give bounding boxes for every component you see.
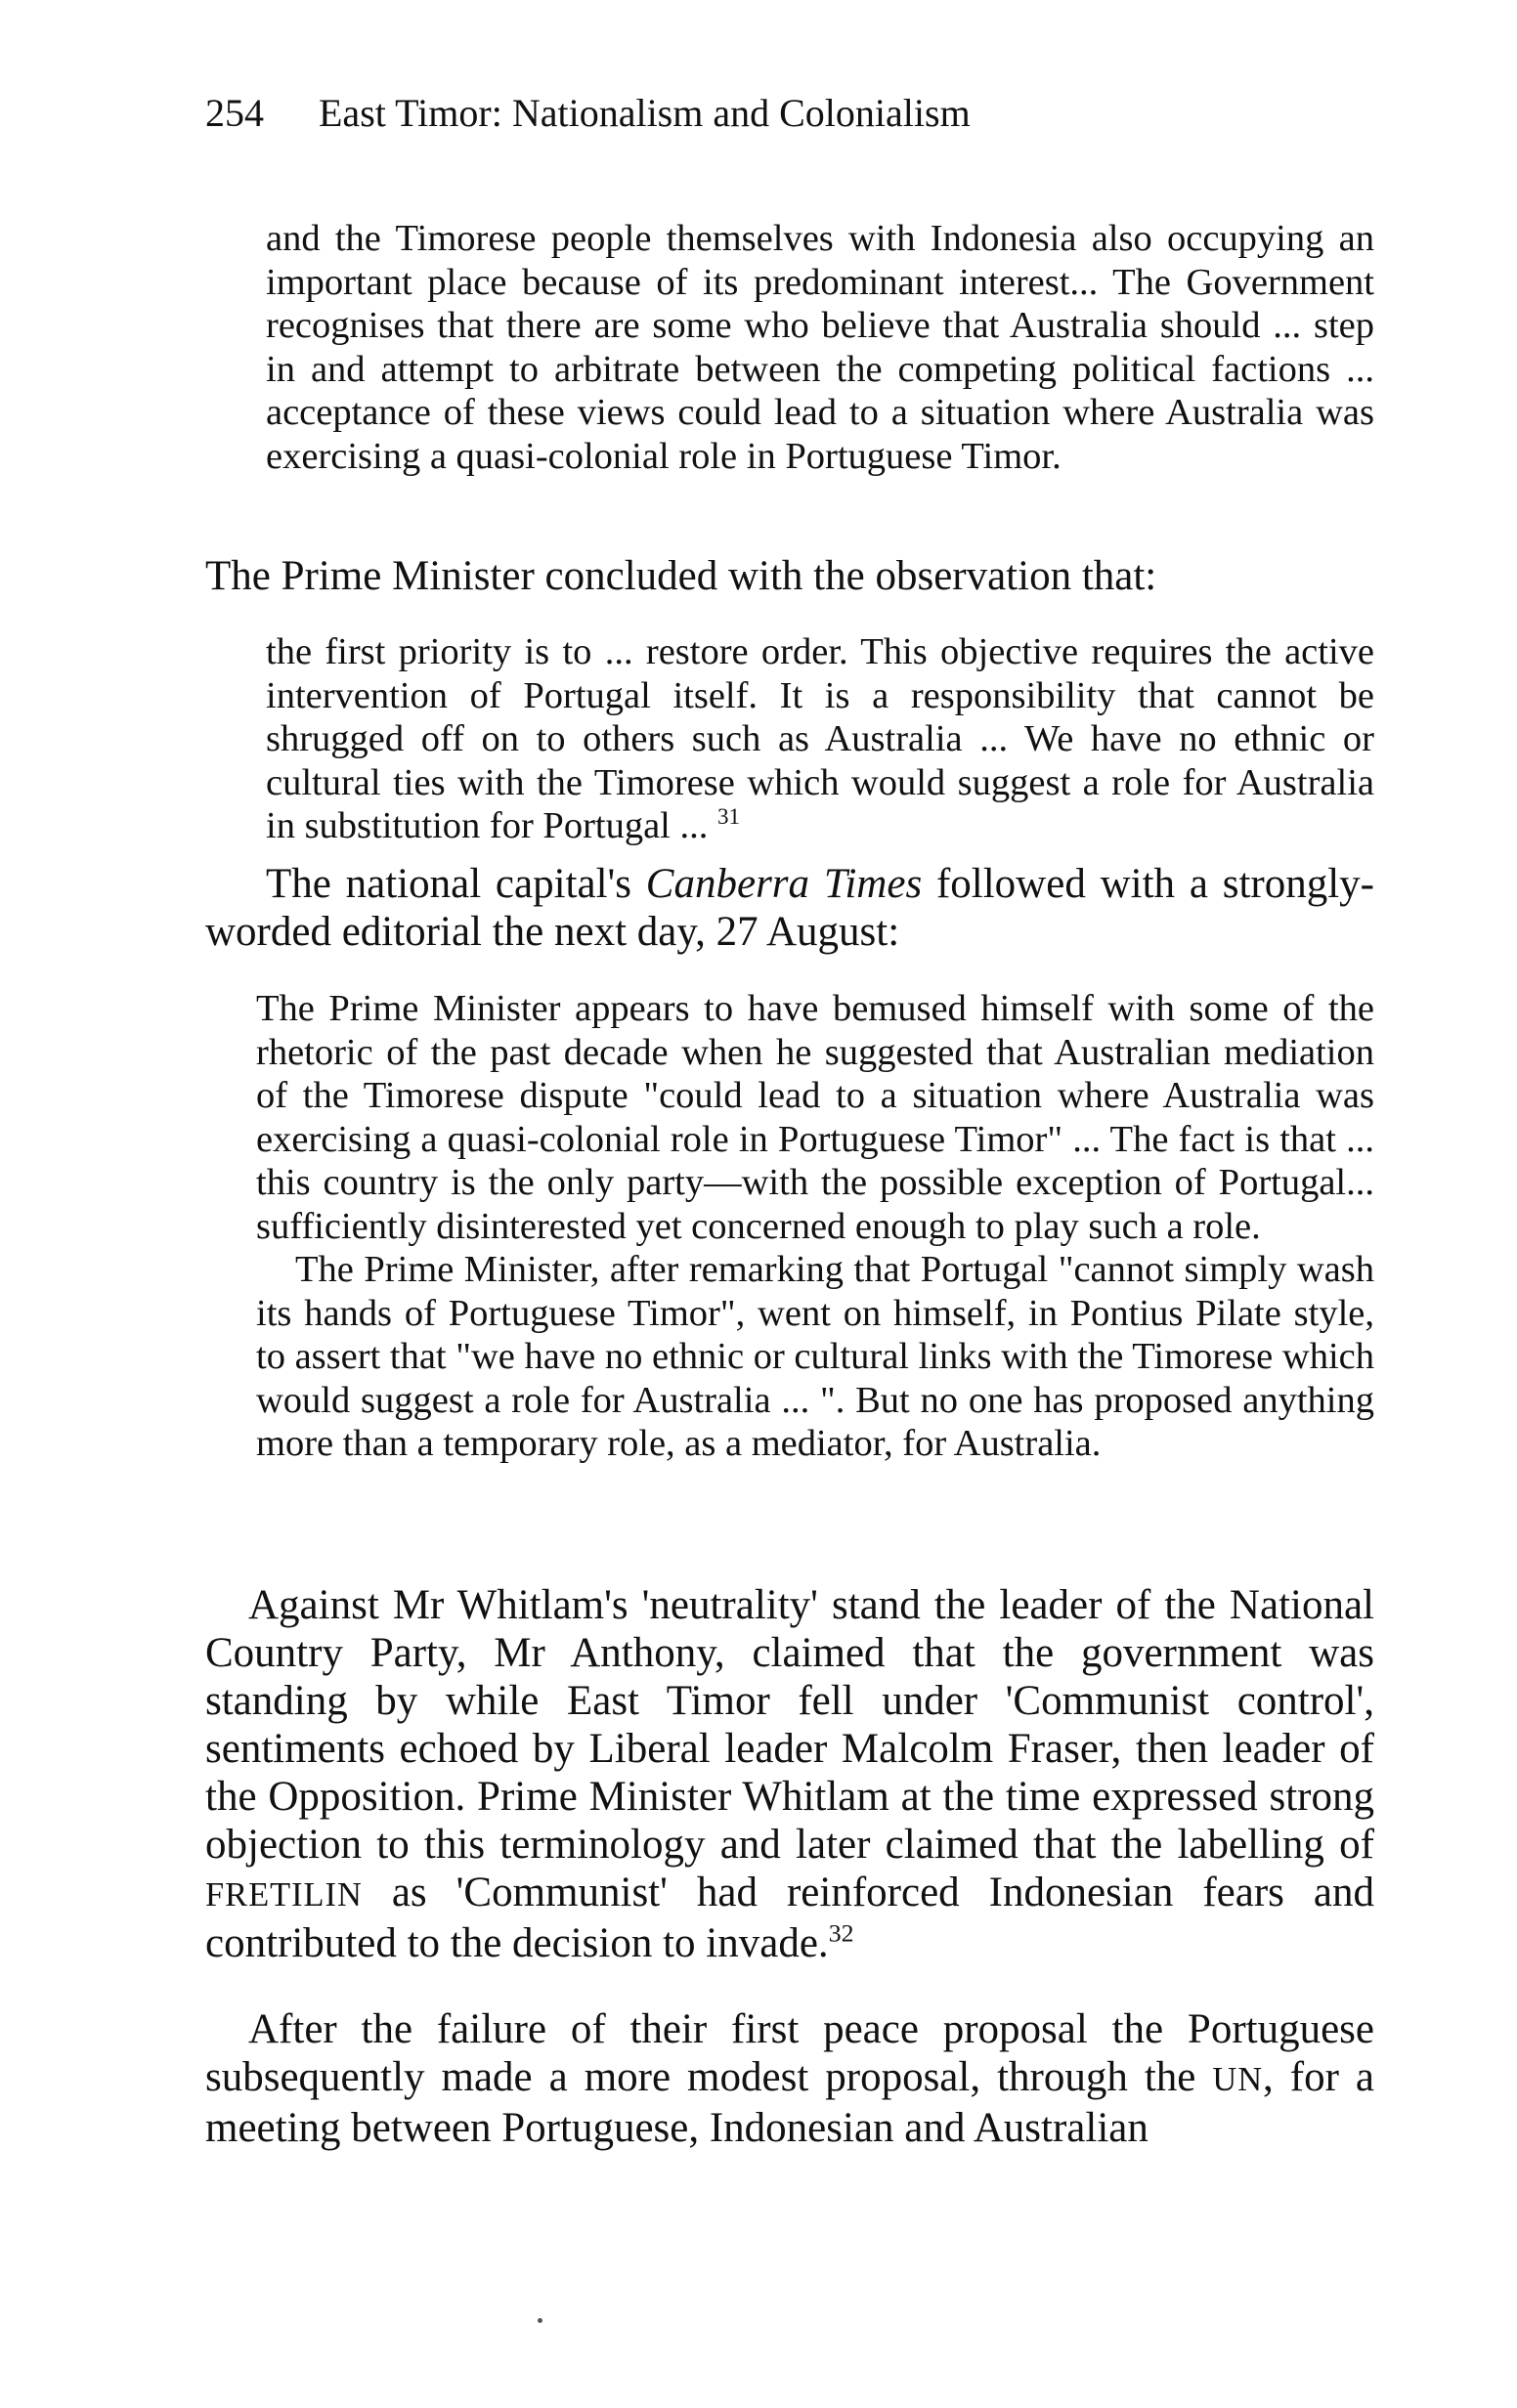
paragraph-3-before: Against Mr Whitlam's 'neutrality' stand the leader of the National Country Party, Mr Anthony, claimed that the government was standing by while East Timor fell under 'Communist control', sentiments echoed by Liberal leader Malcolm Fraser, then leader of the Opposition. Prime Minister Whitlam at the time expressed strong objection to this terminology and later claimed that the labelling of [205, 1582, 1374, 1868]
paragraph-4-before: After the failure of their first peace proposal the Portuguese subsequently made a more modest proposal, through the [205, 2006, 1374, 2100]
paragraph-1-text: The Prime Minister concluded with the observation that: [205, 553, 1157, 599]
paragraph-4-text [205, 2005, 1374, 2152]
page-number: 254 [205, 91, 264, 135]
newspaper-title: Canberra Times [645, 861, 923, 907]
block-quote-3-p1: The Prime Minister appears to have bemused himself with some of the rhetoric of the past decade when he suggested that Australian mediation of the Timorese dispute "could lead to a situation where Australia was exercising a quasi-colonial role in Portuguese Timor" ... The fact is that ... this country is the only party—with the possible exception of Portugal... sufficiently disinterested yet concerned enough to play such a role. [256, 988, 1374, 1247]
print-speck [538, 2318, 542, 2323]
paragraph-3-after: as 'Communist' had reinforced Indonesian fears and contributed to the decision to invade. [205, 1870, 1374, 1966]
block-quote-3-p2: The Prime Minister, after remarking that Portugal "cannot simply wash its hands of Portuguese Timor", went on himself, in Pontius Pilate style, to assert that "we have no ethnic or cultural links with the Timorese which would suggest a role for Australia ... ". But no one has proposed anything more than a temporary role, as a mediator, for Australia. [256, 1249, 1374, 1464]
footnote-ref-31: 31 [717, 803, 741, 830]
footnote-ref-32: 32 [828, 1918, 854, 1948]
block-quote-1-text: and the Timorese people themselves with Indonesia also occupying an important place because of its predominant interest... The Government recognises that there are some who believe that Australia should ... step in and attempt to arbitrate between the competing political factions ... acceptance of these views could lead to a situation where Australia was exercising a quasi-colonial role in Portuguese Timor. [266, 218, 1374, 477]
paragraph-1 [205, 552, 1374, 600]
un-smallcaps: UN [1212, 2061, 1264, 2098]
paragraph-2-before: The national capital's [266, 861, 646, 907]
block-quote-3 [256, 987, 1374, 1466]
paragraph-2 [205, 860, 1374, 956]
running-title: East Timor: Nationalism and Colonialism [319, 91, 971, 135]
block-quote-2 [266, 630, 1374, 848]
paragraph-2-after: followed with a strongly-worded editorial the next day, 27 August: [205, 861, 1374, 955]
block-quote-2-text: the first priority is to ... restore order. This objective requires the active intervention of Portugal itself. It is a responsibility that cannot be shrugged off on to others such as Australia ... We have no ethnic or cultural ties with the Timorese which would suggest a role for Australia in substitution for Portugal ... [266, 631, 1374, 846]
paragraph-4-after: , for a meeting between Portuguese, Indonesian and Australian [205, 2054, 1374, 2151]
block-quote-2-paragraph [266, 630, 1374, 848]
fretilin-smallcaps: FRETILIN [205, 1876, 363, 1914]
paragraph-2-text [205, 860, 1374, 956]
page-header [205, 90, 971, 137]
paragraph-3-text [205, 1581, 1374, 1967]
paragraph-3 [205, 1581, 1374, 1967]
paragraph-4 [205, 2005, 1374, 2152]
block-quote-1 [266, 217, 1374, 478]
